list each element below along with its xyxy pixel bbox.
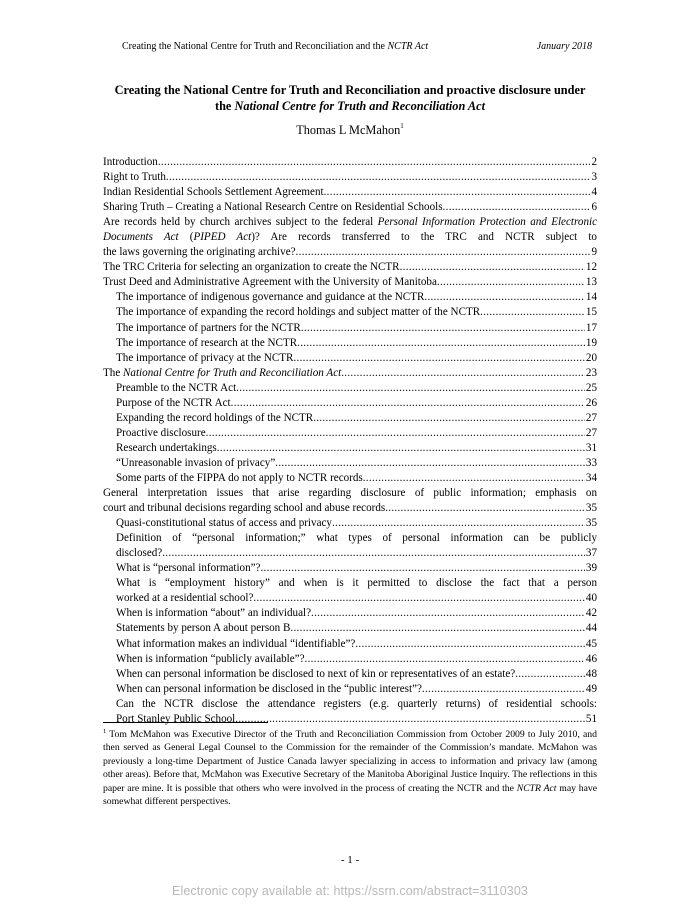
toc-entry-information-about[interactable]: When is information “about” an individual? ..... 42 xyxy=(103,606,597,621)
toc-entry-expanding-holdings[interactable]: Expanding the record holdings of the NCTR ..... 27 xyxy=(103,411,597,426)
toc-entry-preamble[interactable]: Preamble to the NCTR Act ..... 25 xyxy=(103,381,597,396)
toc-entry-attendance-registers[interactable]: Can the NCTR disclose the attendance registers (e.g. quarterly returns) of residential schools: Port Stanley Public School ..... 51 xyxy=(103,697,597,727)
toc-entry-quasi-constitutional[interactable]: Quasi-constitutional status of access and privacy ..... 35 xyxy=(103,516,597,531)
footnote-text-italic: NCTR Act xyxy=(516,782,557,794)
toc-entry-settlement-agreement[interactable]: Indian Residential Schools Settlement Agreement ..... 4 xyxy=(103,185,597,200)
footnote-text-pre: Tom McMahon was Executive Director of the Truth and Reconciliation Commission from October 2009 to July 2010, and then served as General Legal Counsel to the Commission for the remainder of the Commission’s mandate. McMahon was previously a long-time Department of Justice Canada lawyer specializing in access to information and privacy law (among other areas). Before that, McMahon was Executive Secretary of the Manitoba Aboriginal Justice Inquiry. The reflections in this paper are mine. It is possible that others who were involved in the process of creating the NCTR and the xyxy=(103,729,597,794)
footnote-mark: 1 xyxy=(103,728,107,735)
page-number: - 1 - xyxy=(340,854,360,866)
toc-entry-general-interpretation[interactable]: General interpretation issues that arise regarding disclosure of public information; emphasis on court and tribunal decisions regarding school and abuse records ..... 35 xyxy=(103,486,597,516)
title-line-2: the National Centre for Truth and Reconciliation Act xyxy=(214,99,485,113)
footnote-divider xyxy=(103,722,268,723)
author-name: Thomas L McMahon xyxy=(296,123,401,137)
toc-entry-fippa[interactable]: Some parts of the FIPPA do not apply to NCTR records ..... 34 xyxy=(103,471,597,486)
watermark-text: Electronic copy available at: https://ssrn.com/abstract=3110303 xyxy=(172,884,528,898)
toc-entry-public-interest[interactable]: When can personal information be disclosed in the “public interest”? ..... 49 xyxy=(103,682,597,697)
toc-entry-nctr-act[interactable]: The National Centre for Truth and Reconciliation Act ..... 23 xyxy=(103,366,597,381)
toc-entry-identifiable[interactable]: What information makes an individual “identifiable”? ..... 45 xyxy=(103,637,597,652)
table-of-contents xyxy=(103,155,597,727)
toc-entry-sharing-truth[interactable]: Sharing Truth – Creating a National Research Centre on Residential Schools ..... 6 xyxy=(103,200,597,215)
toc-entry-trust-deed[interactable]: Trust Deed and Administrative Agreement with the University of Manitoba ..... 13 xyxy=(103,275,597,290)
toc-entry-proactive-disclosure[interactable]: Proactive disclosure ..... 27 xyxy=(103,426,597,441)
footnote xyxy=(103,728,597,808)
toc-entry-record-holdings[interactable]: The importance of expanding the record holdings and subject matter of the NCTR ..... 15 xyxy=(103,305,597,320)
toc-entry-statements[interactable]: Statements by person A about person B ..... 44 xyxy=(103,621,597,636)
toc-entry-indigenous-governance[interactable]: The importance of indigenous governance and guidance at the NCTR ..... 14 xyxy=(103,290,597,305)
footnote-text-post: may have somewhat different perspectives. xyxy=(103,782,598,808)
toc-entry-employment-history[interactable]: What is “employment history” and when is it permitted to disclose the fact that a person worked at a residential school? ..... 40 xyxy=(103,576,597,606)
running-header xyxy=(122,41,592,52)
title-line-1: Creating the National Centre for Truth and Reconciliation and proactive disclosure under xyxy=(114,83,586,97)
toc-entry-church-archives[interactable]: Are records held by church archives subject to the federal Personal Information Protection and Electronic Documents Act (PIPED Act)? Are records transferred to the TRC and NCTR subject to the laws governing the originating archive? ..... 9 xyxy=(103,215,597,260)
toc-entry-privacy[interactable]: The importance of privacy at the NCTR ..... 20 xyxy=(103,351,597,366)
toc-entry-introduction[interactable]: Introduction ..... 2 xyxy=(103,155,597,170)
toc-entry-definition-personal-info[interactable]: Definition of “personal information;” what types of personal information can be publicly disclosed? ..... 37 xyxy=(103,531,597,561)
toc-entry-purpose[interactable]: Purpose of the NCTR Act ..... 26 xyxy=(103,396,597,411)
toc-entry-right-to-truth[interactable]: Right to Truth ..... 3 xyxy=(103,170,597,185)
toc-entry-partners[interactable]: The importance of partners for the NCTR ..... 17 xyxy=(103,321,597,336)
toc-entry-publicly-available[interactable]: When is information “publicly available”? ..... 46 xyxy=(103,652,597,667)
toc-entry-next-of-kin[interactable]: When can personal information be disclosed to next of kin or representatives of an estate? ..... 48 xyxy=(103,667,597,682)
toc-entry-trc-criteria[interactable]: The TRC Criteria for selecting an organization to create the NCTR ..... 12 xyxy=(103,260,597,275)
author-footnote-mark[interactable]: 1 xyxy=(400,122,404,130)
author xyxy=(100,123,600,138)
toc-entry-what-is-personal-info[interactable]: What is “personal information”? ..... 39 xyxy=(103,561,597,576)
toc-entry-unreasonable-invasion[interactable]: “Unreasonable invasion of privacy” ..... 33 xyxy=(103,456,597,471)
toc-entry-research-undertakings[interactable]: Research undertakings ..... 31 xyxy=(103,441,597,456)
header-date: January 2018 xyxy=(536,41,592,52)
paper-title xyxy=(100,82,600,114)
running-title: Creating the National Centre for Truth and Reconciliation and the NCTR Act xyxy=(122,41,429,52)
toc-entry-research[interactable]: The importance of research at the NCTR ..... 19 xyxy=(103,336,597,351)
